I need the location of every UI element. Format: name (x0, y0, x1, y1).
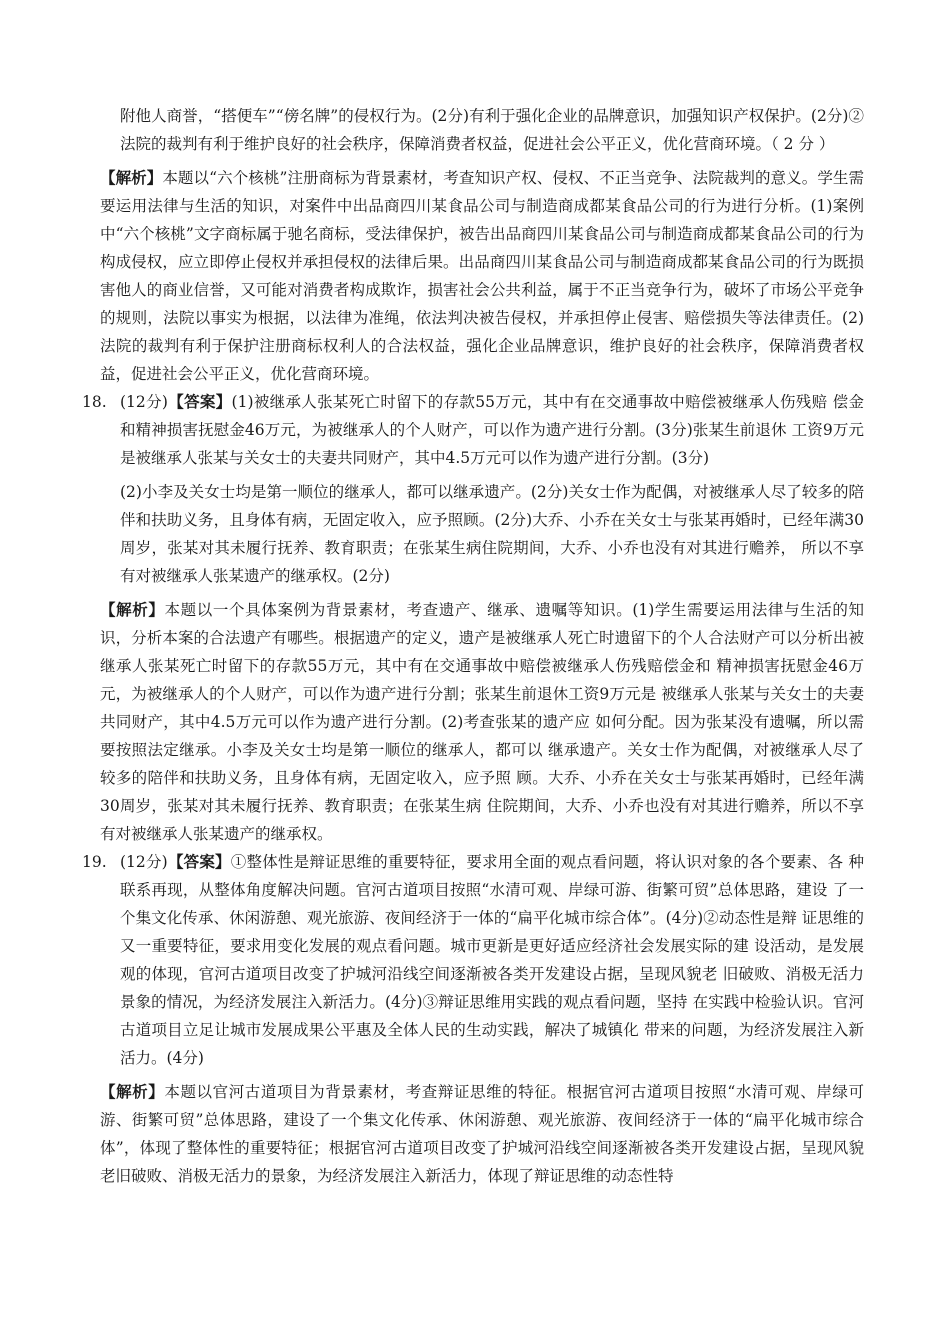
analysis-tag: 【解析】 (100, 168, 163, 187)
q18-analysis (100, 596, 864, 848)
q18-score: (12分) (120, 393, 168, 411)
q17-analysis-text: 本题以“六个核桃”注册商标为背景素材，考查知识产权、侵权、不正当竞争、法院裁判的意义。学生需要运用法律与生活的知识，对案件中出品商四川某食品公司与制造商成都某食品公司的行为进行分析。(1)案例中“六个核桃”文字商标属于驰名商标，受法律保护，被告出品商四川某食品公司与制造商成都某食品公司的行为构成侵权，应立即停止侵权并承担侵权的法律后果。出品商四川某食品公司与制造商成都某食品公司的行为既损害他人的商业信誉，又可能对消费者构成欺诈，损害社会公共利益，属于不正当竞争行为，破坏了市场公平竞争的规则，法院以事实为根据，以法律为准绳，依法判决被告侵权，并承担停止侵害、赔偿损失等法律责任。(2)法院的裁判有利于保护注册商标权利人的合法权益，强化企业品牌意识，维护良好的社会秩序，保障消费者权益，促进社会公平正义，优化营商环境。 (100, 169, 864, 383)
q19-analysis (100, 1078, 864, 1190)
question-number: 19. (82, 853, 107, 871)
question-18 (82, 388, 864, 590)
analysis-tag: 【解析】 (100, 600, 165, 619)
q19-answer (120, 848, 864, 1072)
q18-answer-text-1: (1)被继承人张某死亡时留下的存款55万元，其中有在交通事故中赔偿被继承人伤残赔 偿金和精神损害抚慰金46万元，为被继承人的个人财产，可以作为遗产进行分割。(3分)张某生前退休 工资9万元是被继承人张某与关女士的夫妻共同财产，其中4.5万元可以作为遗产进行分割。(3分) (120, 393, 864, 467)
analysis-tag: 【解析】 (100, 1082, 165, 1101)
question-19 (82, 848, 864, 1072)
q19-score: (12分) (120, 853, 168, 871)
q17-analysis (100, 164, 864, 388)
q17-answer-continued (100, 102, 864, 158)
q18-answer-text-2: (2)小李及关女士均是第一顺位的继承人，都可以继承遗产。(2分)关女士作为配偶，对被继承人尽了较多的陪伴和扶助义务，且身体有病，无固定收入，应予照顾。(2分)大乔、小乔在关女士与张某再婚时，已经年满30周岁，张某对其未履行抚养、教育职责；在张某生病住院期间，大乔、小乔也没有对其进行赡养， 所以不享有对被继承人张某遗产的继承权。(2分) (120, 483, 864, 585)
question-number: 18. (82, 393, 107, 411)
q17-answer-text: 附他人商誉，“搭便车”“傍名牌”的侵权行为。(2分)有利于强化企业的品牌意识，加强知识产权保护。(2分)②法院的裁判有利于维护良好的社会秩序，保障消费者权益，促进社会公平正义，优化营商环境。（ 2 分 ） (120, 107, 864, 153)
answer-tag: 【答案】 (167, 392, 232, 411)
q18-analysis-text: 本题以一个具体案例为背景素材，考查遗产、继承、遗嘱等知识。(1)学生需要运用法律与生活的知识，分析本案的合法遗产有哪些。根据遗产的定义，遗产是被继承人死亡时遗留下的个人合法财产可以分析出被继承人张某死亡时留下的存款55万元，其中有在交通事故中赔偿被继承人伤残赔偿金和 精神损害抚慰金46万元，为被继承人的个人财产，可以作为遗产进行分割；张某生前退休工资9万元是 被继承人张某与关女士的夫妻共同财产，其中4.5万元可以作为遗产进行分割。(2)考查张某的遗产应 如何分配。因为张某没有遗嘱，所以需要按照法定继承。小李及关女士均是第一顺位的继承人，都可以 继承遗产。关女士作为配偶，对被继承人尽了较多的陪伴和扶助义务，且身体有病，无固定收入，应予照 顾。大乔、小乔在关女士与张某再婚时，已经年满30周岁，张某对其未履行抚养、教育职责；在张某生病 住院期间，大乔、小乔也没有对其进行赡养，所以不享有对被继承人张某遗产的继承权。 (100, 601, 864, 843)
q19-answer-text: ①整体性是辩证思维的重要特征，要求用全面的观点看问题，将认识对象的各个要素、各 种联系再现，从整体角度解决问题。官河古道项目按照“水清可观、岸绿可游、街繁可贸”总体思路，建设 了一个集文化传承、休闲游憩、观光旅游、夜间经济于一体的“扁平化城市综合体”。(4分)②动态性是辩 证思维的又一重要特征，要求用变化发展的观点看问题。城市更新是更好适应经济社会发展实际的建 设活动，是发展观的体现，官河古道项目改变了护城河沿线空间逐渐被各类开发建设占据，呈现风貌老 旧破败、消极无活力景象的情况，为经济发展注入新活力。(4分)③辩证思维用实践的观点看问题，坚持 在实践中检验认识。官河古道项目立足让城市发展成果公平惠及全体人民的生动实践，解决了城镇化 带来的问题，为经济发展注入新活力。(4分) (120, 853, 864, 1067)
answer-tag: 【答案】 (167, 852, 231, 871)
q19-analysis-text: 本题以官河古道项目为背景素材，考查辩证思维的特征。根据官河古道项目按照“水清可观、岸绿可游、街繁可贸”总体思路，建设了一个集文化传承、休闲游憩、观光旅游、夜间经济于一体的“扁平化城市综合体”，体现了整体性的重要特征；根据官河古道项目改变了护城河沿线空间逐渐被各类开发建设占据，呈现风貌老旧破败、消极无活力的景象，为经济发展注入新活力，体现了辩证思维的动态性特 (100, 1083, 864, 1185)
document-page (82, 102, 864, 1190)
q18-answer-part2 (120, 478, 864, 590)
q18-answer-part1 (120, 388, 864, 472)
